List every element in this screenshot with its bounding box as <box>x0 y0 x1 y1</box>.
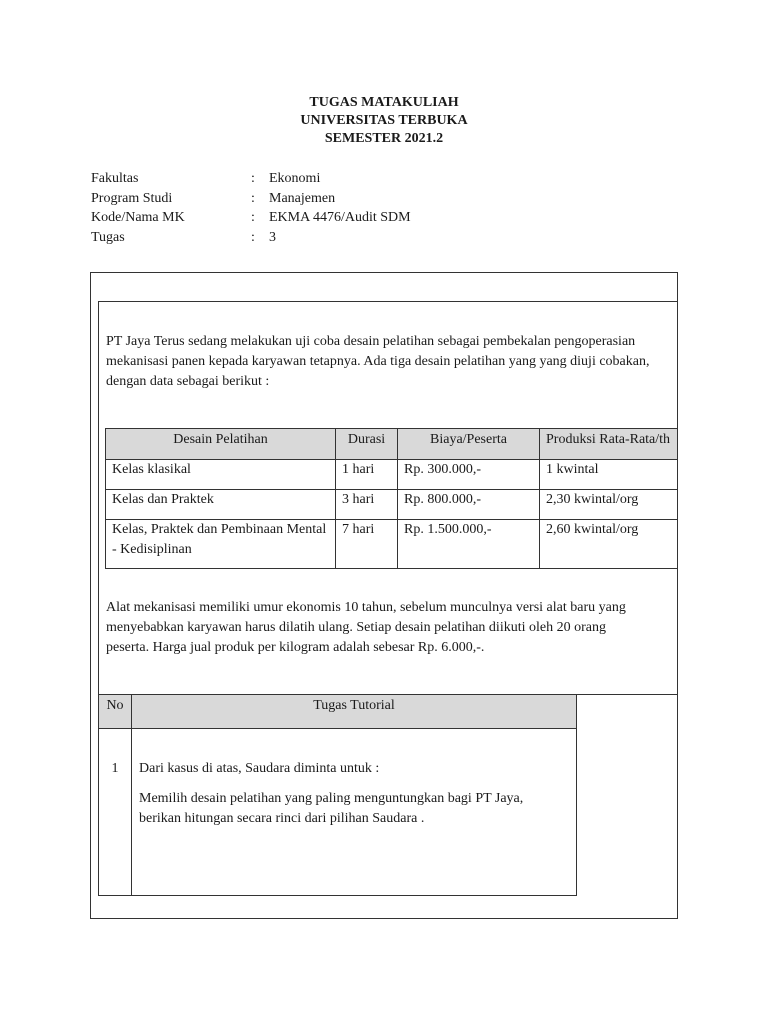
tutorial-task-table <box>98 694 577 896</box>
meta-colon: : <box>251 229 255 245</box>
table-cell: Kelas klasikal <box>106 460 336 490</box>
meta-label: Fakultas <box>91 171 139 186</box>
tutorial-header-row <box>99 695 577 729</box>
case-closing-line: peserta. Harga jual produk per kilogram adalah sebesar Rp. 6.000,-. <box>106 640 485 655</box>
table-cell: Rp. 300.000,- <box>398 460 540 490</box>
case-closing-line: menyebabkan karyawan harus dilatih ulang. Setiap desain pelatihan diikuti oleh 20 orang <box>106 620 606 635</box>
header-university: UNIVERSITAS TERBUKA <box>300 113 468 128</box>
header-title: TUGAS MATAKULIAH <box>309 95 459 110</box>
table-cell: Kelas dan Praktek <box>106 490 336 520</box>
table-cell: 2,30 kwintal/org <box>540 490 679 520</box>
table-cell: 2,60 kwintal/org <box>540 520 679 569</box>
task-question-line: berikan hitungan secara rinci dari pilihan Saudara . <box>139 811 425 826</box>
case-closing <box>106 598 678 658</box>
meta-colon: : <box>251 171 255 186</box>
meta-label: Program Studi <box>91 190 173 206</box>
task-number: 1 <box>99 729 132 896</box>
training-design-table <box>105 428 678 569</box>
table-cell: Rp. 800.000,- <box>398 490 540 520</box>
header-semester: SEMESTER 2021.2 <box>324 131 444 146</box>
table-cell: Rp. 1.500.000,- <box>398 520 540 569</box>
table-row <box>106 520 679 569</box>
column-header: Biaya/Peserta <box>398 429 540 460</box>
assignment-box <box>90 272 678 919</box>
column-header-no: No <box>99 695 132 729</box>
task-instruction: Dari kasus di atas, Saudara diminta untuk : <box>139 761 380 776</box>
meta-value: Ekonomi <box>269 171 321 186</box>
document-header <box>0 94 768 148</box>
table-cell: 3 hari <box>336 490 398 520</box>
table-cell: 1 hari <box>336 460 398 490</box>
column-header: Produksi Rata-Rata/th <box>540 429 679 460</box>
meta-value: Manajemen <box>269 190 336 206</box>
column-header: Durasi <box>336 429 398 460</box>
case-closing-line: Alat mekanisasi memiliki umur ekonomis 10 tahun, sebelum munculnya versi alat baru yang <box>106 600 626 615</box>
table-row <box>106 460 679 490</box>
case-intro-line: PT Jaya Terus sedang melakukan uji coba desain pelatihan sebagai pembekalan pengoperasian <box>106 334 636 349</box>
case-box <box>98 301 678 695</box>
table-header-row <box>106 429 679 460</box>
table-cell: 7 hari <box>336 520 398 569</box>
tutorial-row <box>99 729 577 896</box>
case-intro-line: dengan data sebagai berikut : <box>106 374 270 389</box>
meta-label: Tugas <box>91 229 125 245</box>
meta-value: EKMA 4476/Audit SDM <box>269 210 411 225</box>
case-intro-line: mekanisasi panen kepada karyawan tetapnya. Ada tiga desain pelatihan yang yang diuji cobakan, <box>106 354 650 369</box>
meta-value: 3 <box>269 229 276 245</box>
task-description <box>132 729 577 896</box>
table-row <box>106 490 679 520</box>
meta-colon: : <box>251 210 255 225</box>
meta-label: Kode/Nama MK <box>91 210 185 225</box>
meta-colon: : <box>251 190 255 206</box>
task-question-line: Memilih desain pelatihan yang paling menguntungkan bagi PT Jaya, <box>139 791 524 806</box>
task-question <box>139 789 569 829</box>
column-header-task: Tugas Tutorial <box>132 695 577 729</box>
table-cell: Kelas, Praktek dan Pembinaan Mental - Kedisiplinan <box>106 520 336 569</box>
table-cell: 1 kwintal <box>540 460 679 490</box>
case-intro <box>106 332 678 392</box>
column-header: Desain Pelatihan <box>106 429 336 460</box>
